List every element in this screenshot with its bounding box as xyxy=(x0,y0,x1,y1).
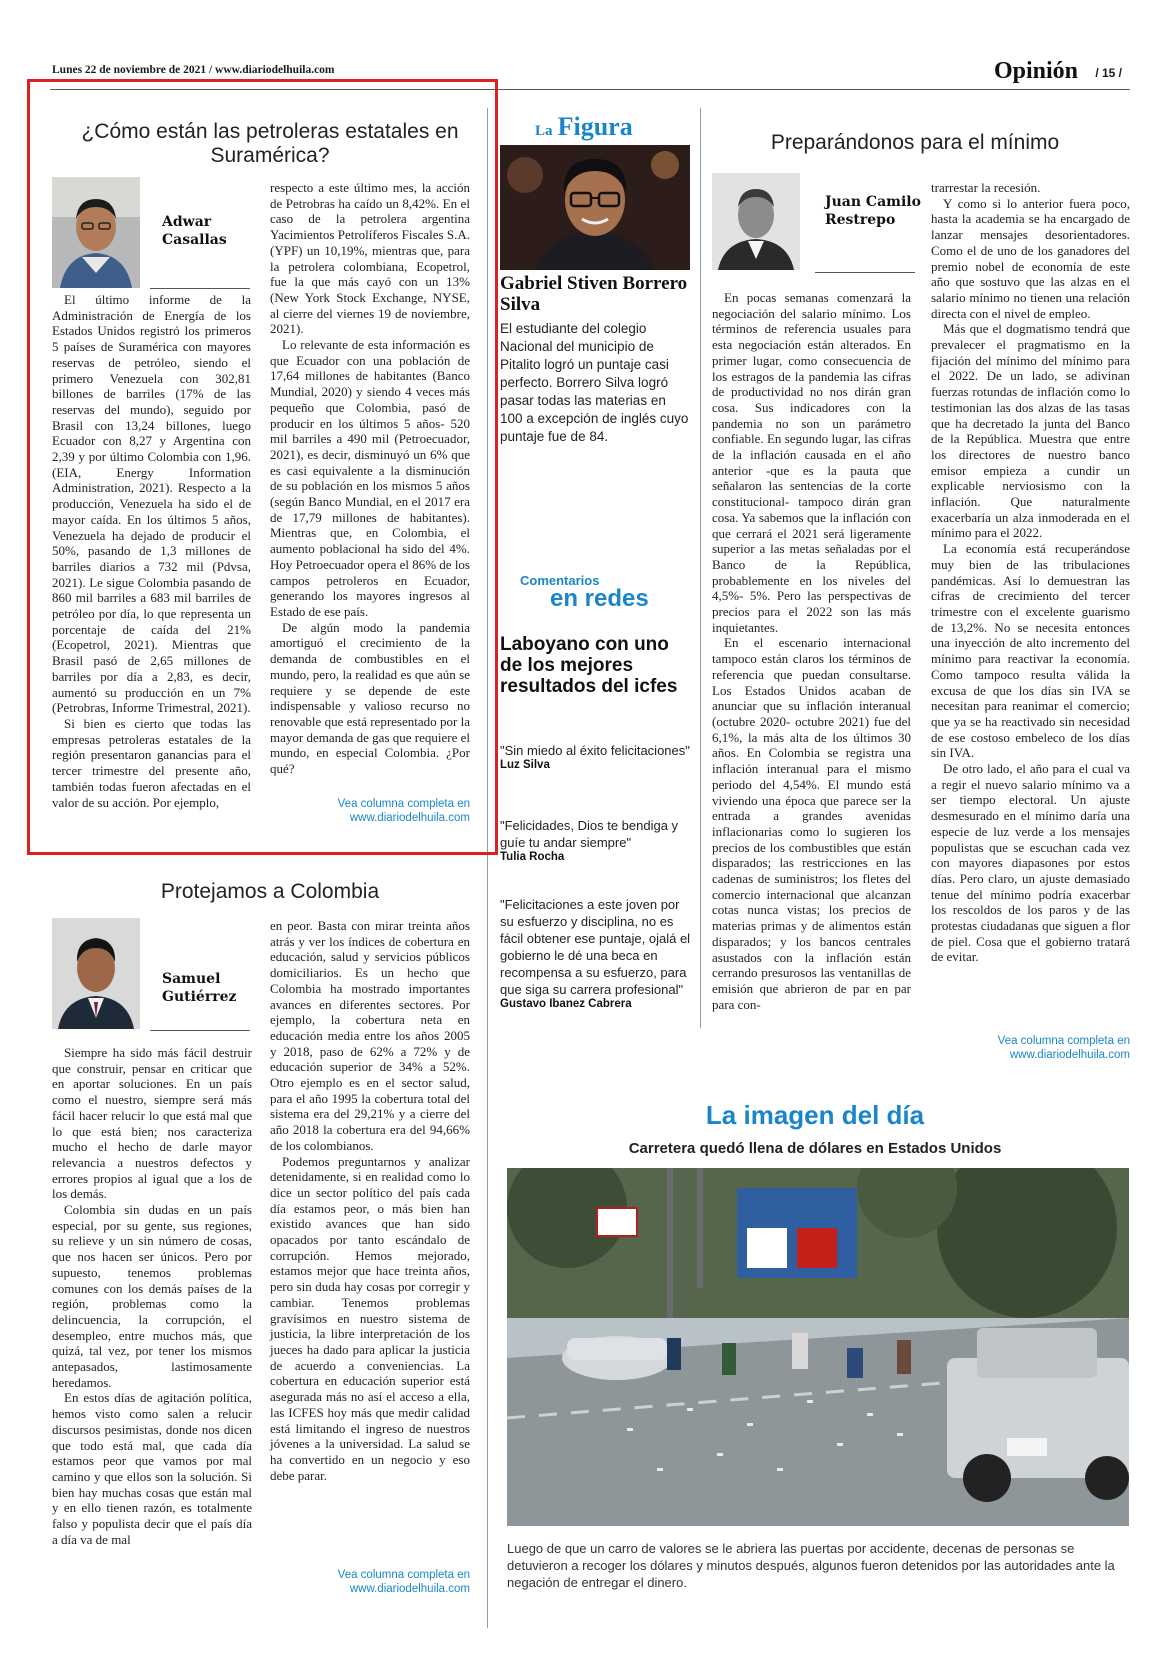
more-label: Vea columna completa en xyxy=(337,798,470,810)
figura-text: El estudiante del colegio Nacional del municipio de Pitalito logró un puntaje casi perfecto. Borrero Silva logró pasar todas las materias en 100 a excepción de inglés cuyo puntaje fue de 84. xyxy=(500,321,689,444)
article1-col1 xyxy=(52,292,251,810)
article3-col2 xyxy=(931,180,1130,965)
article3-author: Juan Camilo Restrepo xyxy=(825,194,921,228)
paragraph: trarrestar la recesión. xyxy=(931,180,1041,195)
comment-text: "Felicitaciones a este joven por su esfuerzo y disciplina, no es fácil obtener ese puntaje, ojalá el gobierno le dé una beca en recompensa a su esfuerzo, para que siga su carrera profesional" xyxy=(500,897,691,997)
paragraph: En pocas semanas comenzará la negociación del salario mínimo. Los términos de referencia usuales para esta negociación están alterados. En primer lugar, como consecuencia de los estragos de la pandemia las cifras de productividad no nos dirán gran cosa. Sus indicadores con la pandemia no son un parámetro confiable. En segundo lugar, las cifras de la inflación causada en el año anterior -que es la pauta que señalaron las sentencias de la corte constitucional- tampoco dirán gran cosa. Ya sabemos que la inflación con que cerrará el 2021 será ligeramente superior a las metas señaladas por el Banco de la República, probablemente en los niveles del 4,5%- 5%. Pero las perspectivas de precios para el 2022 son las más inquietantes. xyxy=(712,290,911,635)
more-url[interactable]: www.diariodelhuila.com xyxy=(349,1583,470,1595)
article2-col2 xyxy=(270,918,470,1483)
page-number: / 15 / xyxy=(1095,66,1122,80)
redes-comment xyxy=(500,742,695,771)
author-rule xyxy=(150,288,250,289)
article2-author: Samuel Gutiérrez xyxy=(162,971,237,1005)
article3-title: Preparándonos para el mínimo xyxy=(770,131,1060,154)
author-portrait-icon xyxy=(52,177,140,288)
comment-author: Tulia Rocha xyxy=(500,851,565,863)
section-title: Opinión xyxy=(993,58,1078,84)
paragraph: Y como si lo anterior fuera poco, hasta la academia se ha encargado de lanzar mensajes desorientadores. Como el de uno de los ganadores del premio nobel de economía de este año que sostuvo que las alzas en el salario mínimo no tienen una relación directa con el nivel de empleo. xyxy=(931,195,1130,321)
imagen-title: La imagen del día xyxy=(705,1100,925,1130)
author-rule xyxy=(150,1030,250,1031)
article1-more-link[interactable] xyxy=(300,797,470,825)
paragraph: en peor. Basta con mirar treinta años atrás y ver los índices de cobertura en educación, salud y servicios públicos domiciliarios. Es un hecho que Colombia ha mostrado importantes avances en diferentes sectores. Por ejemplo, la cobertura neta en educación media entre los años 2005 y 2018, paso de 62% a 72% y de educación superior de 34% a 52%. Otro ejemplo es en el sector salud, para el año 1995 la cobertura total del sistema era del 29,21% y a cierre del año 2018 la cobertura era del 94,66% de los colombianos. xyxy=(270,918,470,1153)
more-url[interactable]: www.diariodelhuila.com xyxy=(1009,1049,1130,1061)
article1-title: ¿Cómo están las petroleras estatales en Suramérica? xyxy=(81,120,459,167)
imagen-subtitle: Carretera quedó llena de dólares en Estados Unidos xyxy=(628,1140,1002,1157)
header-date-site: Lunes 22 de noviembre de 2021 / www.diariodelhuila.com xyxy=(52,64,335,76)
student-portrait-icon xyxy=(500,145,690,270)
paragraph: El último informe de la Administración de Energía de los Estados Unidos registró los primeros 5 países de Suramérica con mayores reservas de petróleo, siendo el primero Venezuela con 302,81 billones de barriles (17% de las reservas del mundo), seguido por Brasil con 13,24 billones, luego Ecuador con 8,27 y Argentina con 2,39 y por último Colombia con 1,96. (EIA, Energy Information Administration, 2021). Respecto a la producción, Venezuela ha sido el de mayor caída. En los últimos 5 años, Venezuela ha dejado de producir el 50%, pasando de 1,3 millones de barriles diarios a 732 mil (Pdvsa, 2021). Le sigue Colombia pasando de 860 mil barriles a 683 mil barriles de petróleo por día, lo que representa un porcentaje de caída del 21% (Ecopetrol, 2021). Mientras que Brasil pasó de 2,65 millones de barriles por día a 2,83, es decir, aumentó su producción en un 7% (Petrobras, Informe Trimestral, 2021). xyxy=(52,292,251,716)
paragraph: Siempre ha sido más fácil destruir que construir, pensar en criticar que en aportar soluciones. En un país como el nuestro, siempre será más fácil hacer relucir lo que está mal que lo que está bien; nos caracteriza mucho el hecho de darle mayor relevancia a nuestros defectos y errores propios al igual que a los de los demás. xyxy=(52,1045,252,1202)
redes-label-top: Comentarios xyxy=(520,573,600,588)
article2-title: Protejamos a Colombia xyxy=(160,880,380,903)
redes-headline: Laboyano con uno de los mejores resultados del icfes xyxy=(500,634,678,697)
paragraph: De algún modo la pandemia amortiguó el crecimiento de la demanda de combustibles en el mundo, pero, la realidad es que aún se requiere y se depende de este indispensable y valioso recurso no renovable que está representado por la mayor demanda de gas que requiere el mundo, en especial Colombia. ¿Por qué? xyxy=(270,619,470,777)
paragraph: La economía está recuperándose muy bien de las tribulaciones pandémicas. Así lo demuestran las cifras de crecimiento del tercer trimestre con el excelente guarismo de 13,2%. No se necesita entonces una inyección de alto incremento del mínimo para reactivar la economía. Como tampoco resulta válida la excusa de que los días sin IVA se necesitan para reanimar el comercio; que ya se ha reactivado sin necesidad de ese costoso embeleco de los días sin IVA. xyxy=(931,541,1130,761)
article3-author-photo xyxy=(712,173,800,270)
article3-col1 xyxy=(712,290,911,1012)
author-portrait-icon xyxy=(712,173,800,270)
comment-author: Gustavo Ibanez Cabrera xyxy=(500,998,632,1010)
redes-comment xyxy=(500,817,695,863)
figura-label-main: Figura xyxy=(557,112,633,141)
imagen-caption: Luego de que un carro de valores se le abriera las puertas por accidente, decenas de personas se detuvieron a recoger los dólares y minutos después, algunos fueron detenidos por las autoridades ante la negación de entregar el dinero. xyxy=(507,1541,1115,1590)
paragraph: Más que el dogmatismo tendrá que prevalecer el pragmatismo en la fijación del mínimo del mínimo para el 2022. De un lado, se adivinan fuerzas rotundas de inflación como lo testimonian las dos alzas de las tasas que ha decretado la junta del Banco de la República. Muestra que entre los directores de nuestro banco emisor empieza a cundir un explicable nerviosismo con la inflación. Que naturalmente exacerbaría un alza inmoderada en el mínimo para el 2022. xyxy=(931,321,1130,541)
article1-col2 xyxy=(270,180,470,777)
road-money-scene-icon xyxy=(507,1168,1129,1526)
figura-name: Gabriel Stiven Borrero Silva xyxy=(500,273,688,315)
article2-col1 xyxy=(52,1045,252,1548)
article1-author-photo xyxy=(52,177,140,288)
paragraph: En estos días de agitación política, hemos visto como salen a relucir discursos pesimistas, donde nos dicen que todo está mal, que cada día estamos peor que vamos por mal camino y que ellos son la solución. Si bien hay muchas cosas que están mal y en ello tienen razón, es totalmente falso y populista decir que el país día a día va de mal xyxy=(52,1390,252,1547)
more-label: Vea columna completa en xyxy=(337,1569,470,1581)
paragraph: Podemos preguntarnos y analizar detenidamente, si en realidad como lo dice un sector político del país cada día estamos peor, o más bien han existido avances que han sido opacados por tanto escándalo de corrupción. Hemos mejorado, estamos mejor que hace treinta años, pero sin duda hay cosas por corregir y cambiar. Tenemos problemas gravísimos en nuestro sistema de justicia, la libre interpretación de los jueces ha dado para aplicar la justicia de acuerdo a conveniencias. La cobertura en educación superior está asegurada más no así el acceso a ella, las ICFES hoy más que medir calidad está limitando el ingreso de nuestros jóvenes a la universidad. La salud se ha convertido en un negocio y eso debe parar. xyxy=(270,1153,470,1483)
article2-more-link[interactable] xyxy=(300,1568,470,1596)
article1-author: Adwar Casallas xyxy=(162,214,227,248)
more-url[interactable]: www.diariodelhuila.com xyxy=(349,812,470,824)
more-label: Vea columna completa en xyxy=(997,1035,1130,1047)
figura-photo xyxy=(500,145,690,270)
comment-author: Luz Silva xyxy=(500,759,550,771)
author-portrait-icon xyxy=(52,918,140,1029)
figura-label xyxy=(535,112,633,142)
redes-comment xyxy=(500,896,695,1010)
paragraph: Si bien es cierto que todas las empresas petroleras estatales de la región presentaron ganancias para el tercer trimestre del presente año, también todas fueron afectadas en el valor de su acción. Por ejemplo, xyxy=(52,715,251,810)
author-rule xyxy=(815,272,915,273)
paragraph: De otro lado, el año para el cual va a regir el nuevo salario mínimo va a ser tiempo electoral. Un ajuste desmesurado en el mínimo daría una especie de luz verde a los mensajes populistas que se escuchan cada vez con mayores diapasones por estos días. Pero claro, un ajuste demasiado tenue del mínimo podría exacerbar los rescoldos de los paros y de las protestas ciudadanas que siguen a flor de piel. Cosa que el gobierno tratará de evitar. xyxy=(931,761,1130,965)
article2-author-photo xyxy=(52,918,140,1029)
redes-label-big: en redes xyxy=(550,585,649,612)
comment-text: "Sin miedo al éxito felicitaciones" xyxy=(500,743,690,758)
comment-text: "Felicidades, Dios te bendiga y guíe tu andar siempre" xyxy=(500,818,679,850)
paragraph: En el escenario internacional tampoco están claros los términos de referencia que puedan consultarse. Los Estados Unidos acaban de anunciar que su inflación interanual (octubre 2020- octubre 2021) fue del 6,1%, la más alta de los últimos 30 años. En Colombia se registra una inflación interanual para el mismo periodo del 4,54%. El mundo está viviendo una época que parece ser la entrada a grandes avenidas inflacionarias como lo sugieren los precios de los combustibles que están disparados; las restricciones en las cadenas de suministros; los fletes del comercio internacional que alcanzan cotas nunca vistas; los precios de materias primas y de alimentos están disparados; y los bancos centrales asustados con la inflación están cerrando presurosos las ventanillas de emisión que abrieron de par en par para con- xyxy=(712,635,911,1012)
column-divider-2 xyxy=(700,108,701,1028)
imagen-photo xyxy=(507,1168,1129,1526)
article3-more-link[interactable] xyxy=(960,1034,1130,1062)
figura-label-la: La xyxy=(535,123,553,139)
paragraph: Colombia sin dudas en un país especial, por su gente, sus regiones, su relieve y un sin número de cosas, que nos hacen ser únicos. Pero por supuesto, tenemos problemas comunes con los demás países de la región, problemas como la delincuencia, la corrupción, el desempleo, entre muchos más, que quizá, tal vez, por tener los mismos antepasados, lastimosamente heredamos. xyxy=(52,1202,252,1390)
paragraph: respecto a este último mes, la acción de Petrobras ha caído un 8,42%. En el caso de la petrolera argentina Yacimientos Petrolíferos Fiscales S.A. (YPF) un 10,19%, mientras que, para la petrolera colombiana, Ecopetrol, fue la que más cayó con un 13% (New York Stock Exchange, NYSE, al cierre del viernes 19 de noviembre, 2021). xyxy=(270,180,470,337)
paragraph: Lo relevante de esta información es que Ecuador con una población de 17,64 millones de habitantes (Banco Mundial, 2020) y siendo 4 veces más pequeño que Colombia, pasó de producir en los últimos 5 años- 520 mil barriles a 490 mil (Petroecuador, 2021), es decir, disminuyó un 6% que es casi equivalente a la disminución de su población en los mismos 5 años (según Banco Mundial, en el 2017 era de 17,79 millones de habitantes). Mientras que, en Colombia, el aumento poblacional ha sido del 4%. Hoy Petroecuador opera el 86% de los campos petroleros en Ecuador, generando los mayores ingresos al Estado de ese país. xyxy=(270,337,470,619)
